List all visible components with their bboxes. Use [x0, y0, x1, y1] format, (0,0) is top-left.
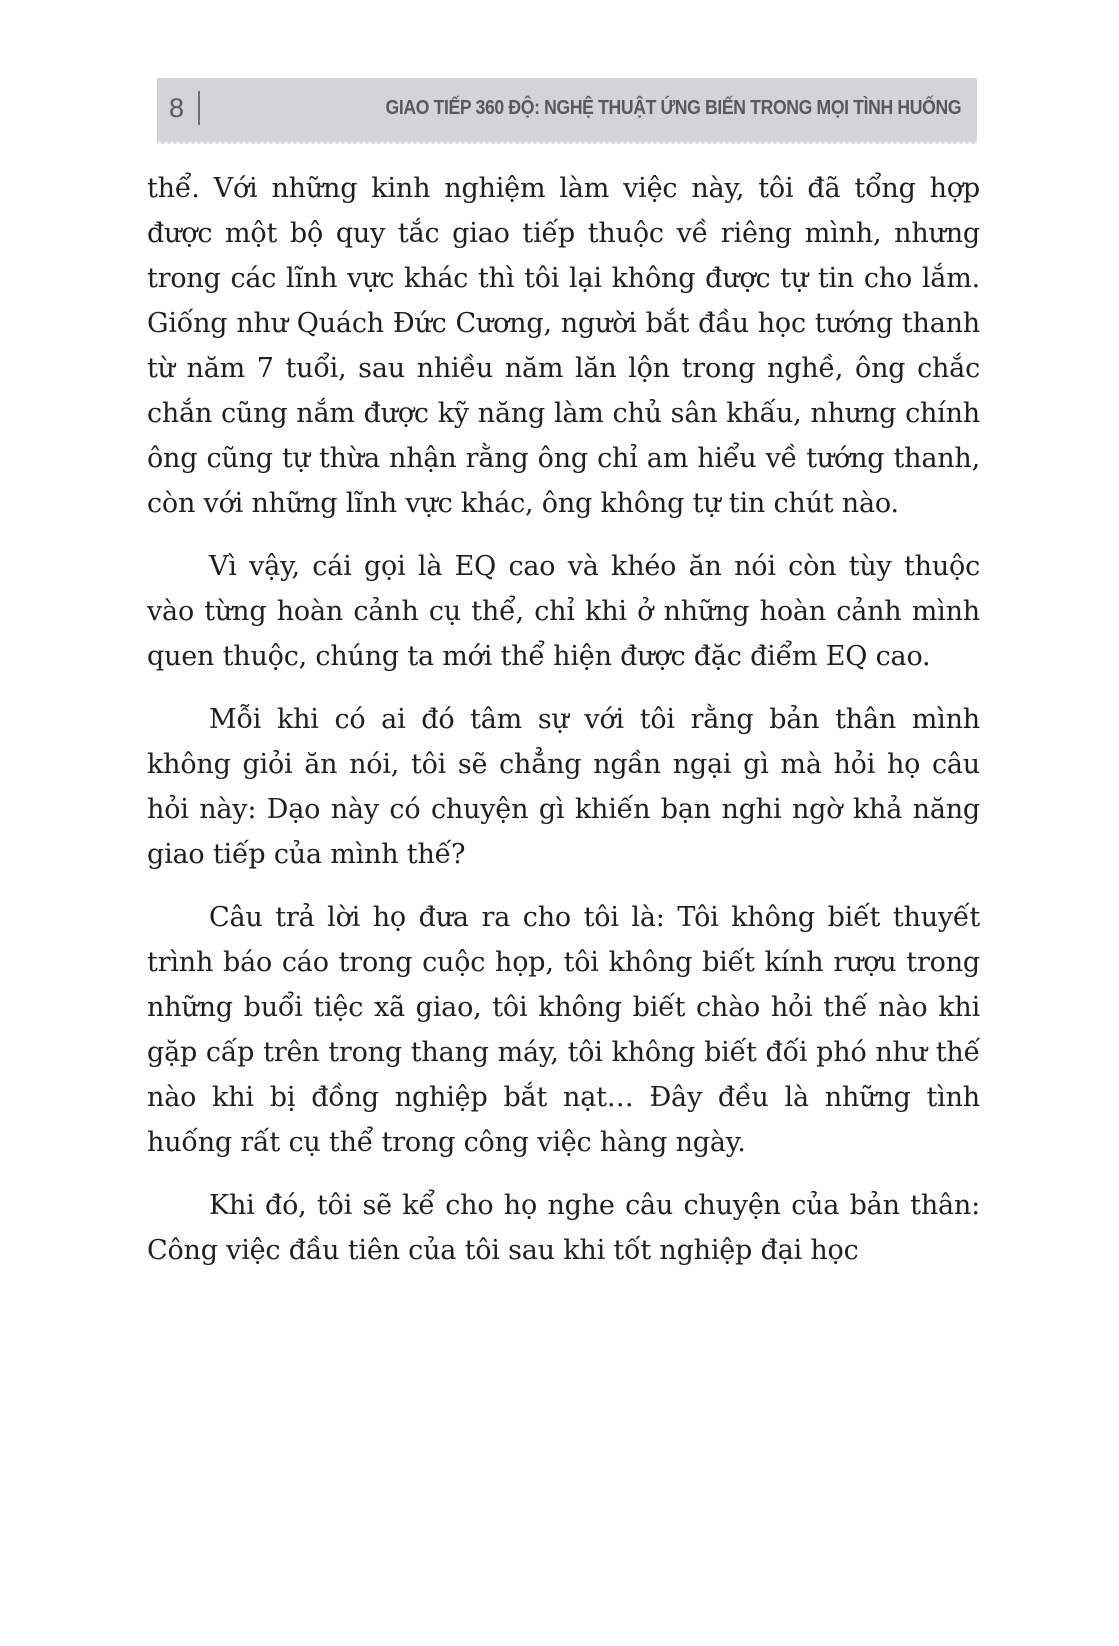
body-paragraph: thể. Với những kinh nghiệm làm việc này, tôi đã tổng hợp được một bộ quy tắc giao tiếp thuộc về riêng mình, nhưng trong các lĩnh vực khác thì tôi lại không được tự tin cho lắm. Giống như Quách Đức Cương, người bắt đầu học tướng thanh từ năm 7 tuổi, sau nhiều năm lăn lộn trong nghề, ông chắc chắn cũng nắm được kỹ năng làm chủ sân khấu, nhưng chính ông cũng tự thừa nhận rằng ông chỉ am hiểu về tướng thanh, còn với những lĩnh vực khác, ông không tự tin chút nào.: [147, 173, 980, 519]
running-title: GIAO TIẾP 360 ĐỘ: NGHỆ THUẬT ỨNG BIẾN TRONG MỌI TÌNH HUỐNG: [385, 96, 961, 119]
running-header: [157, 78, 977, 138]
page-body: [147, 166, 980, 1291]
body-paragraph: Câu trả lời họ đưa ra cho tôi là: Tôi không biết thuyết trình báo cáo trong cuộc họp, tôi không biết kính rượu trong những buổi tiệc xã giao, tôi không biết chào hỏi thế nào khi gặp cấp trên trong thang máy, tôi không biết đối phó như thế nào khi bị đồng nghiệp bắt nạt… Đây đều là những tình huống rất cụ thể trong công việc hàng ngày.: [147, 902, 980, 1158]
body-paragraph: Khi đó, tôi sẽ kể cho họ nghe câu chuyện của bản thân: Công việc đầu tiên của tôi sau khi tốt nghiệp đại học: [147, 1190, 980, 1266]
body-paragraph: Vì vậy, cái gọi là EQ cao và khéo ăn nói còn tùy thuộc vào từng hoàn cảnh cụ thể, chỉ khi ở những hoàn cảnh mình quen thuộc, chúng ta mới thể hiện được đặc điểm EQ cao.: [147, 551, 980, 672]
header-perforated-edge: [157, 138, 977, 144]
page-number: 8: [169, 92, 185, 123]
body-paragraph: Mỗi khi có ai đó tâm sự với tôi rằng bản thân mình không giỏi ăn nói, tôi sẽ chẳng ngần ngại gì mà hỏi họ câu hỏi này: Dạo này có chuyện gì khiến bạn nghi ngờ khả năng giao tiếp của mình thế?: [147, 704, 980, 870]
header-divider: [198, 91, 200, 125]
header-left: [169, 91, 200, 125]
